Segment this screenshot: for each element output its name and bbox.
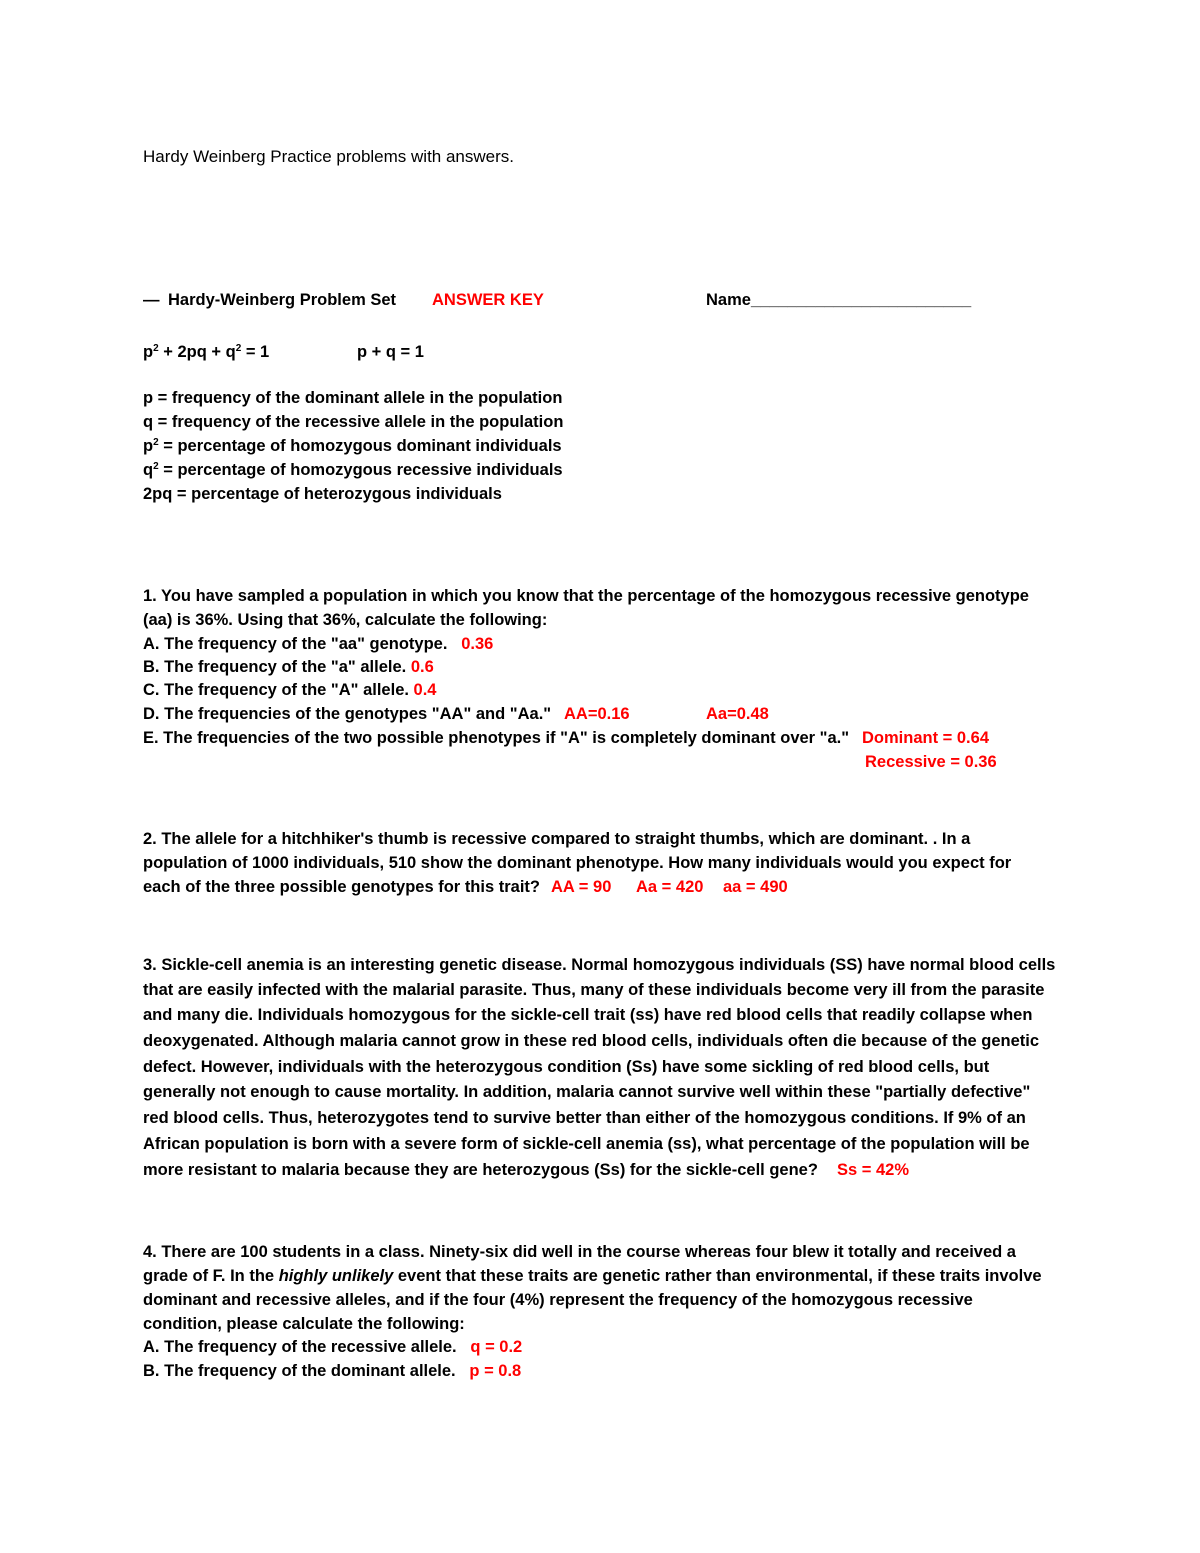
q2-line2: population of 1000 individuals, 510 show the dominant phenotype. How many individuals would you expect for <box>143 854 1012 872</box>
definition-q-squared: $q^2$ = percentage of homozygous recessive individuals <box>143 461 563 479</box>
q3-line3: and many die. Individuals homozygous for the sickle-cell trait (ss) have red blood cells that readily collapse when <box>143 1006 1033 1024</box>
q1-b: B. The frequency of the "a" allele. 0.6 <box>143 658 434 676</box>
q4-line2: grade of F. In the highly unlikely event that these traits are genetic rather than environmental, if these traits involve <box>143 1267 1042 1285</box>
name-label: Name________________________ <box>706 291 972 309</box>
q3-line7: red blood cells. Thus, heterozygotes tend to survive better than either of the homozygous conditions. If 9% of an <box>143 1109 1026 1127</box>
q4-a: A. The frequency of the recessive allele. q = 0.2 <box>143 1338 523 1356</box>
q2-answer-aa-dominant: AA = 90 <box>551 878 612 896</box>
definition-p-squared: $p^2$ = percentage of homozygous dominant individuals <box>143 437 562 455</box>
q4-emphasis: highly unlikely <box>278 1267 394 1285</box>
problem-set-title: Hardy-Weinberg Problem Set <box>168 291 396 309</box>
q2-answer-heterozygous: Aa = 420 <box>636 878 704 896</box>
answer-key-label: ANSWER KEY <box>432 291 544 309</box>
q2-line1: 2. The allele for a hitchhiker's thumb is recessive compared to straight thumbs, which are dominant. . In a <box>143 830 971 848</box>
q1-e: E. The frequencies of the two possible phenotypes if "A" is completely dominant over "a." <box>143 729 850 747</box>
q4-line4: condition, please calculate the following: <box>143 1315 465 1333</box>
q1-a: A. The frequency of the "aa" genotype. 0.36 <box>143 635 494 653</box>
q1-c: C. The frequency of the "A" allele. 0.4 <box>143 681 437 699</box>
q2-line3: each of the three possible genotypes for this trait? <box>143 878 540 896</box>
q3-line9: more resistant to malaria because they are heterozygous (Ss) for the sickle-cell gene? <box>143 1161 818 1179</box>
q3-line6: generally not enough to cause mortality. In addition, malaria cannot survive well within these "partially defective" <box>143 1083 1031 1101</box>
q1-b-answer: 0.6 <box>410 658 434 676</box>
definition-p: p = frequency of the dominant allele in the population <box>143 389 563 407</box>
q4-b: B. The frequency of the dominant allele. p = 0.8 <box>143 1362 522 1380</box>
q3-line2: that are easily infected with the malarial parasite. Thus, many of these individuals become very ill from the parasite <box>143 981 1045 999</box>
q1-a-answer: 0.36 <box>461 635 494 653</box>
q1-d-answer-heterozygous: Aa=0.48 <box>706 705 769 723</box>
q1-d: D. The frequencies of the genotypes "AA" and "Aa." <box>143 705 552 723</box>
q4-line1: 4. There are 100 students in a class. Ninety-six did well in the course whereas four blew it totally and received a <box>143 1243 1016 1261</box>
q3-line4: deoxygenated. Although malaria cannot grow in these red blood cells, individuals often die because of the genetic <box>143 1032 1040 1050</box>
q1-e-answer-dominant: Dominant = 0.64 <box>862 729 989 747</box>
name-blank-line: ________________________ <box>750 291 972 309</box>
q4-line3: dominant and recessive alleles, and if the four (4%) represent the frequency of the homozygous recessive <box>143 1291 973 1309</box>
q1-line1: 1. You have sampled a population in which you know that the percentage of the homozygous recessive genotype <box>143 587 1029 605</box>
q4-a-answer: q = 0.2 <box>470 1338 523 1356</box>
q3-answer: Ss = 42% <box>837 1161 910 1179</box>
equation-allele-sum: p + q = 1 <box>357 343 424 361</box>
q3-line8: African population is born with a severe form of sickle-cell anemia (ss), what percentage of the population will be <box>143 1135 1030 1153</box>
q3-line1: 3. Sickle-cell anemia is an interesting genetic disease. Normal homozygous individuals (SS) have normal blood cells <box>143 956 1056 974</box>
document-title: Hardy Weinberg Practice problems with answers. <box>143 147 514 166</box>
q1-e-answer-recessive: Recessive = 0.36 <box>865 753 997 771</box>
q1-c-answer: 0.4 <box>413 681 437 699</box>
equation-hardy-weinberg: $p^2 + 2pq + q^2 = 1$ <box>143 343 270 361</box>
q1-d-answer-aa: AA=0.16 <box>564 705 630 723</box>
definition-2pq: 2pq = percentage of heterozygous individuals <box>143 485 502 503</box>
q4-b-answer: p = 0.8 <box>469 1362 522 1380</box>
definition-q: q = frequency of the recessive allele in the population <box>143 413 564 431</box>
q1-line2: (aa) is 36%. Using that 36%, calculate the following: <box>143 611 548 629</box>
q3-line5: defect. However, individuals with the heterozygous condition (Ss) have some sickling of red blood cells, but <box>143 1058 990 1076</box>
header-dash: — <box>143 291 160 309</box>
q2-answer-aa-recessive: aa = 490 <box>723 878 788 896</box>
